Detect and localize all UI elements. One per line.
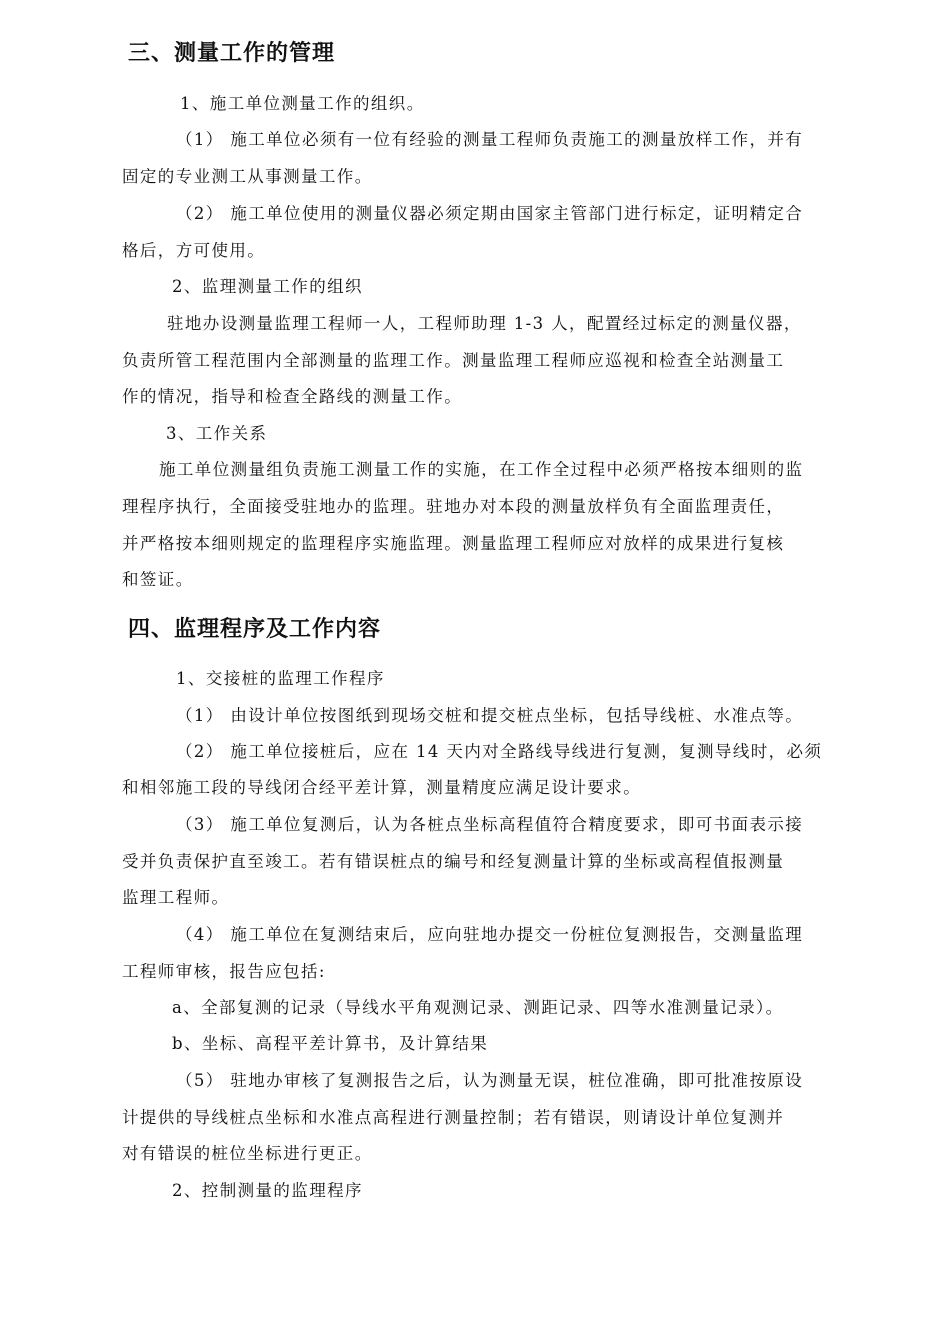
paragraph-line: （3） 施工单位复测后，认为各桩点坐标高程值符合精度要求，即可书面表示接	[176, 815, 804, 834]
paragraph-line: （1） 由设计单位按图纸到现场交桩和提交桩点坐标，包括导线桩、水准点等。	[176, 706, 804, 725]
section-heading-3: 三、测量工作的管理	[128, 41, 336, 66]
paragraph-line: 3、工作关系	[166, 424, 268, 443]
paragraph-line: 受并负责保护直至竣工。若有错误桩点的编号和经复测量计算的坐标或高程值报测量	[122, 852, 785, 871]
paragraph-line: 和相邻施工段的导线闭合经平差计算，测量精度应满足设计要求。	[122, 778, 642, 797]
paragraph-line: 1、交接桩的监理工作程序	[176, 669, 385, 688]
paragraph-line: 施工单位测量组负责施工测量工作的实施，在工作全过程中必须严格按本细则的监	[159, 460, 804, 479]
paragraph-line: 1、施工单位测量工作的组织。	[180, 94, 425, 113]
paragraph-line: 2、控制测量的监理程序	[172, 1181, 363, 1200]
paragraph-line: 格后，方可使用。	[122, 241, 266, 260]
paragraph-line: 2、监理测量工作的组织	[172, 277, 363, 296]
paragraph-line: （5） 驻地办审核了复测报告之后，认为测量无误，桩位准确，即可批准按原设	[176, 1071, 804, 1090]
paragraph-line: 监理工程师。	[122, 888, 230, 907]
paragraph-line: 负责所管工程范围内全部测量的监理工作。测量监理工程师应巡视和检查全站测量工	[122, 351, 785, 370]
paragraph-line: 并严格按本细则规定的监理程序实施监理。测量监理工程师应对放样的成果进行复核	[122, 534, 785, 553]
paragraph-line: 理程序执行，全面接受驻地办的监理。驻地办对本段的测量放样负有全面监理责任，	[122, 497, 785, 516]
section-heading-4: 四、监理程序及工作内容	[128, 617, 382, 642]
paragraph-line: 驻地办设测量监理工程师一人，工程师助理 1-3 人，配置经过标定的测量仪器，	[167, 314, 802, 333]
paragraph-line: 计提供的导线桩点坐标和水准点高程进行测量控制；若有错误，则请设计单位复测并	[122, 1108, 785, 1127]
paragraph-line: b、坐标、高程平差计算书，及计算结果	[172, 1034, 489, 1053]
paragraph-line: （2） 施工单位使用的测量仪器必须定期由国家主管部门进行标定，证明精定合	[176, 204, 804, 223]
paragraph-line: 对有错误的桩位坐标进行更正。	[122, 1144, 373, 1163]
paragraph-line: a、全部复测的记录（导线水平角观测记录、测距记录、四等水准测量记录）。	[172, 998, 784, 1017]
paragraph-line: 工程师审核，报告应包括:	[122, 962, 326, 981]
paragraph-line: （4） 施工单位在复测结束后，应向驻地办提交一份桩位复测报告，交测量监理	[176, 925, 804, 944]
paragraph-line: （2） 施工单位接桩后，应在 14 天内对全路线导线进行复测，复测导线时，必须	[176, 742, 823, 761]
paragraph-line: 作的情况，指导和检查全路线的测量工作。	[122, 387, 463, 406]
paragraph-line: 和签证。	[122, 570, 194, 589]
paragraph-line: （1） 施工单位必须有一位有经验的测量工程师负责施工的测量放样工作，并有	[176, 130, 804, 149]
paragraph-line: 固定的专业测工从事测量工作。	[122, 167, 373, 186]
